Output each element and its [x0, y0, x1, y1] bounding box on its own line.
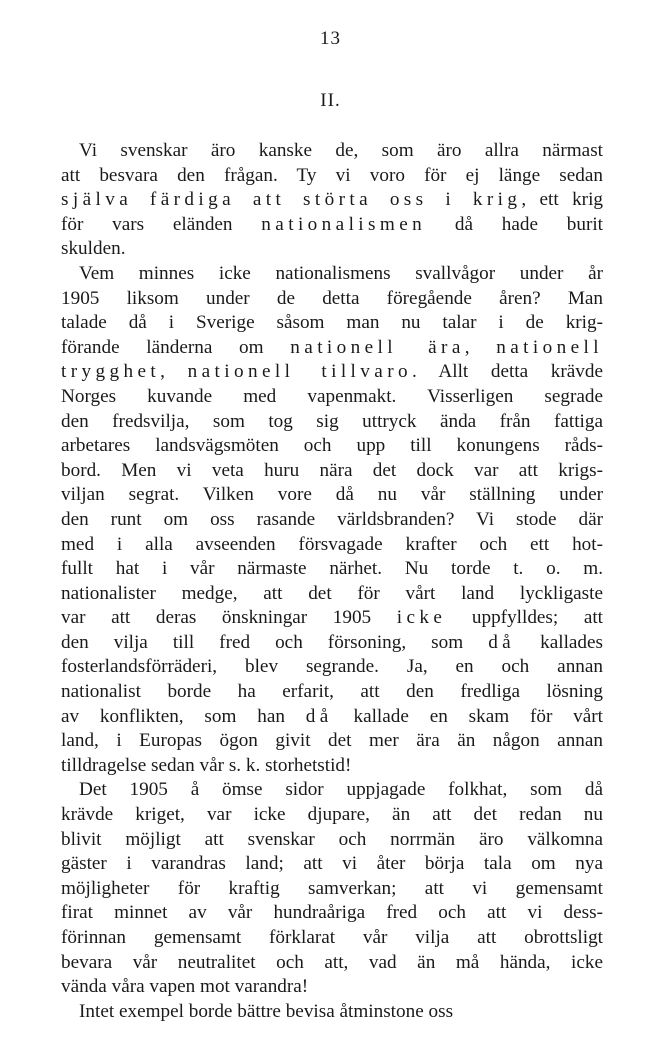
text-line: [61, 1000, 603, 1025]
text-segment: möjligheter för kraftig samverkan; att vi gemensamt: [61, 877, 603, 899]
text-line: [61, 434, 603, 459]
text-segment: blivit möjligt att svenskar och norrmän äro välkomna: [61, 828, 603, 850]
spaced-emphasis-text: då: [305, 705, 333, 727]
text-line: [61, 360, 603, 385]
text-segment: fosterlandsförräderi, blev segrande. Ja, en och annan: [61, 656, 603, 678]
text-segment: förinnan gemensamt förklarat vår vilja att obrottsligt: [61, 927, 603, 948]
text-segment: talade då i Sverige såsom man nu talar i de krig-: [61, 312, 603, 334]
text-segment: den runt om oss rasande världsbranden? Vi stode där: [61, 508, 603, 530]
text-segment: förande länderna om: [61, 336, 291, 358]
text-line: [61, 631, 603, 656]
text-line: [61, 483, 603, 508]
text-line: [61, 655, 603, 680]
text-segment: ,: [464, 336, 497, 358]
text-line: [61, 459, 603, 484]
text-segment: krävde kriget, var icke djupare, än att det redan nu: [61, 804, 603, 826]
spaced-emphasis-text: nationell ära: [290, 336, 465, 358]
spaced-emphasis-text: nationell: [496, 336, 603, 358]
text-line: [61, 213, 603, 238]
text-segment: skulden.: [61, 238, 126, 260]
text-segment: land, i Europas ögon givit det mer ära än någon annan: [61, 730, 603, 752]
paragraph: [61, 1000, 603, 1025]
text-line: [61, 385, 603, 410]
text-line: [61, 164, 603, 189]
text-line: [61, 951, 603, 976]
text-segment: . Allt detta krävde: [412, 361, 603, 383]
text-line: [61, 852, 603, 877]
spaced-emphasis-text: då: [488, 631, 516, 653]
text-segment: arbetares landsvägsmöten och upp till konungens råds-: [61, 435, 603, 457]
text-segment: ,: [160, 361, 188, 383]
text-segment: viljan segrat. Vilken vore då nu vår ställning under: [61, 484, 603, 506]
text-line: [61, 680, 603, 705]
text-segment: bord. Men vi veta huru nära det dock var att krigs-: [61, 459, 603, 481]
text-line: [61, 729, 603, 754]
text-line: [61, 901, 603, 926]
text-segment: fullt hat i vår närmaste närhet. Nu torde t. o. m.: [61, 558, 603, 580]
paragraph: [61, 139, 603, 262]
text-segment: Vem minnes icke nationalismens svallvågor under år: [79, 262, 603, 284]
text-line: [61, 287, 603, 312]
text-segment: den fredsvilja, som tog sig uttryck ända från fattiga: [61, 410, 603, 432]
spaced-emphasis-text: trygghet: [61, 361, 161, 383]
page-number: 13: [320, 28, 341, 49]
text-segment: 1905 liksom under de detta föregående åren? Man: [61, 287, 603, 309]
text-line: [61, 828, 603, 853]
text-segment: nationalister medge, att det för vårt land lyckligaste: [61, 582, 603, 604]
text-segment: kallade en skam för vårt: [332, 705, 603, 727]
text-segment: , ett krig: [521, 189, 603, 211]
text-segment: uppfylldes; att: [446, 607, 603, 629]
text-line: [61, 311, 603, 336]
paragraph: [61, 262, 603, 778]
text-line: [61, 188, 603, 213]
text-segment: då hade burit: [426, 213, 603, 235]
text-segment: bevara vår neutralitet och att, vad än må hända, icke: [61, 951, 603, 973]
text-segment: av konflikten, som han: [61, 705, 306, 727]
text-line: [61, 557, 603, 582]
text-segment: tilldragelse sedan vår s. k. storhetstid!: [61, 754, 352, 776]
text-segment: Norges kuvande med vapenmakt. Visserligen segrade: [61, 385, 603, 407]
text-segment: gäster i varandras land; att vi åter börja tala om nya: [61, 853, 603, 875]
text-segment: för vars eländen: [61, 213, 262, 235]
text-segment: vända våra vapen mot varandra!: [61, 976, 309, 998]
text-line: [61, 803, 603, 828]
text-segment: den vilja till fred och försoning, som: [61, 631, 489, 653]
spaced-emphasis-text: icke: [396, 607, 447, 629]
section-heading: II.: [320, 90, 341, 111]
text-line: [61, 139, 603, 164]
text-line: [61, 975, 603, 1000]
text-segment: Vi svenskar äro kanske de, som äro allra närmast: [79, 140, 603, 161]
text-segment: kallades: [515, 631, 603, 653]
text-segment: att besvara den frågan. Ty vi voro för ej länge sedan: [61, 164, 603, 186]
spaced-emphasis-text: nationell tillvaro: [187, 361, 412, 383]
spaced-emphasis-text: själva färdiga att störta oss i krig: [61, 189, 522, 211]
text-line: [61, 508, 603, 533]
text-line: [61, 410, 603, 435]
paragraph: [61, 778, 603, 999]
text-line: [61, 262, 603, 287]
text-line: [61, 926, 603, 951]
text-line: [61, 877, 603, 902]
text-line: [61, 237, 603, 262]
text-segment: Det 1905 å ömse sidor uppjagade folkhat, som då: [79, 779, 603, 801]
spaced-emphasis-text: nationalismen: [261, 213, 427, 235]
text-line: [61, 705, 603, 730]
text-line: [61, 336, 603, 361]
text-line: [61, 778, 603, 803]
text-segment: firat minnet av vår hundraåriga fred och att vi dess-: [61, 902, 603, 924]
text-segment: nationalist borde ha erfarit, att den fredliga lösning: [61, 681, 603, 703]
text-line: [61, 606, 603, 631]
text-line: [61, 533, 603, 558]
text-segment: med i alla avseenden försvagade krafter och ett hot-: [61, 533, 603, 555]
text-line: [61, 754, 603, 779]
text-segment: Intet exempel borde bättre bevisa åtminstone oss: [79, 1000, 454, 1022]
text-segment: var att deras önskningar 1905: [61, 607, 397, 629]
body-text: [61, 139, 603, 1024]
text-line: [61, 582, 603, 607]
